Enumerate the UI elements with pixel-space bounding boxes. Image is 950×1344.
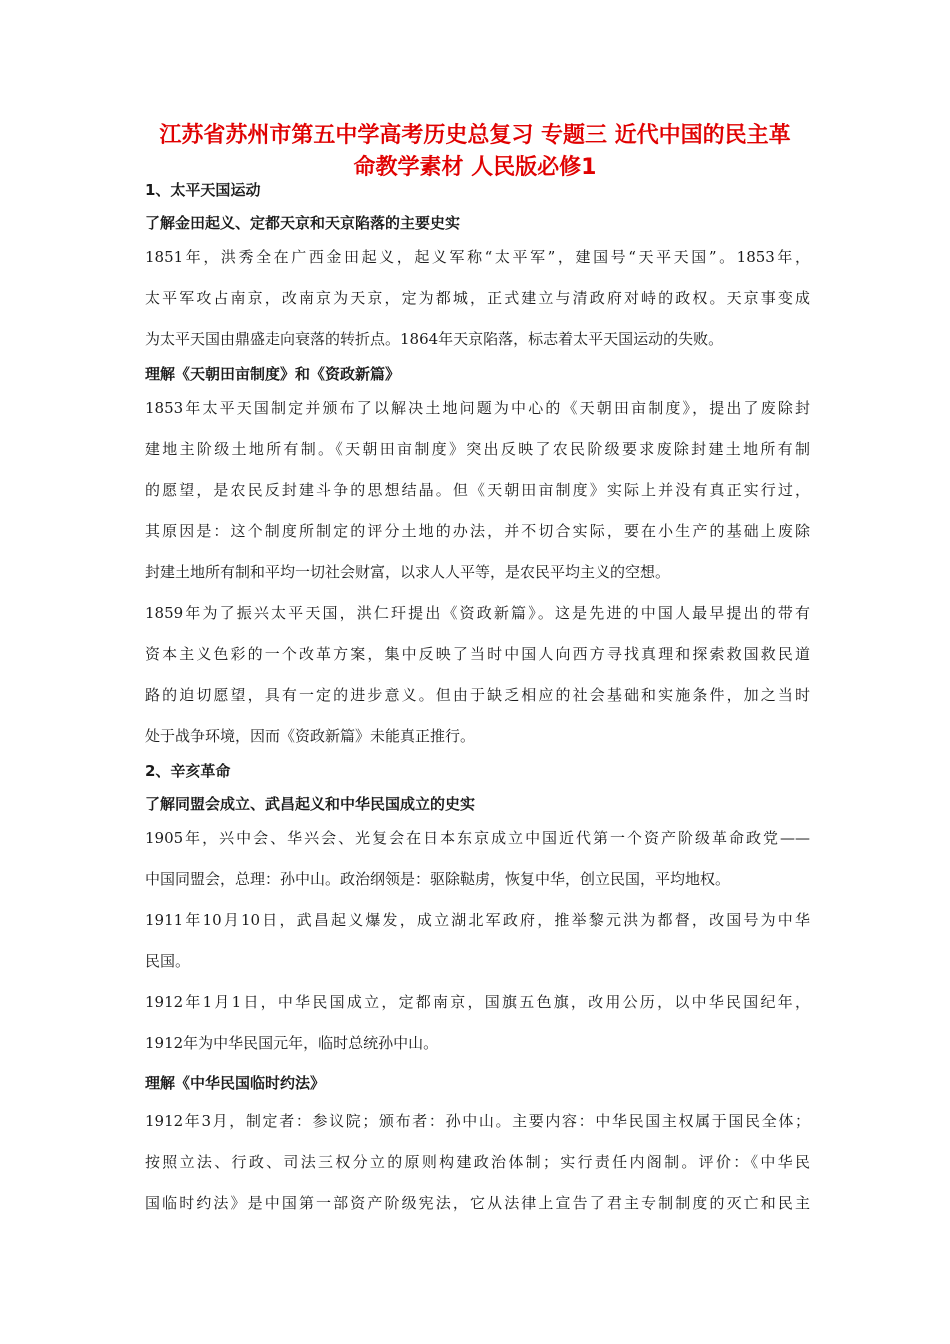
subheading-provisional-constitution: 理解《中华民国临时约法》 [145,1074,326,1092]
document-body [145,176,810,1224]
text-line: 按照立法、行政、司法三权分立的原则构建政治体制；实行责任内阁制。评价：《中华民 [145,1153,810,1171]
section-heading-xinhai: 2、辛亥革命 [145,762,231,780]
paragraph-tianchao-tianmu [145,388,810,593]
text-line: 资本主义色彩的一个改革方案，集中反映了当时中国人向西方寻找真理和探索救国救民道 [145,645,810,663]
subheading-tianchao-zizheng: 理解《天朝田亩制度》和《资政新篇》 [145,365,401,383]
text-line: 1912年1月1日，中华民国成立，定都南京，国旗五色旗，改用公历，以中华民国纪年， [145,993,810,1011]
text-line: 的愿望，是农民反封建斗争的思想结晶。但《天朝田亩制度》实际上并没有真正实行过， [145,481,810,499]
paragraph-taiping-history [145,237,810,360]
text-line: 民国。 [145,952,191,970]
text-line: 处于战争环境，因而《资政新篇》未能真正推行。 [145,727,476,745]
text-line: 国临时约法》是中国第一部资产阶级宪法，它从法律上宣告了君主专制制度的灭亡和民主 [145,1194,810,1212]
paragraph-tongmenghui [145,818,810,900]
paragraph-provisional-constitution [145,1101,810,1224]
text-line: 1853年太平天国制定并颁布了以解决土地问题为中心的《天朝田亩制度》，提出了废除封 [145,399,810,417]
text-line: 1911年10月10日，武昌起义爆发，成立湖北军政府，推举黎元洪为都督，改国号为中华 [145,911,810,929]
subheading-tongmenghui: 了解同盟会成立、武昌起义和中华民国成立的史实 [145,795,476,813]
text-line: 1912年3月，制定者：参议院；颁布者：孙中山。主要内容：中华民国主权属于国民全体； [145,1112,810,1130]
text-line: 太平军攻占南京，改南京为天京，定为都城，正式建立与清政府对峙的政权。天京事变成 [145,289,810,307]
paragraph-roc-founding [145,982,810,1064]
title-line-1: 江苏省苏州市第五中学高考历史总复习 专题三 近代中国的民主革 [159,123,791,148]
text-line: 1859年为了振兴太平天国，洪仁玕提出《资政新篇》。这是先进的中国人最早提出的带有 [145,604,810,622]
text-line: 中国同盟会，总理：孙中山。政治纲领是：驱除鞑虏，恢复中华，创立民国，平均地权。 [145,870,731,888]
text-line: 1912年为中华民国元年，临时总统孙中山。 [145,1034,439,1052]
paragraph-wuchang-uprising [145,900,810,982]
text-line: 1851年，洪秀全在广西金田起义，起义军称“太平军”，建国号“天平天国”。1853年， [145,248,810,266]
text-line: 封建土地所有制和平均一切社会财富，以求人人平等，是农民平均主义的空想。 [145,563,671,581]
text-line: 1905年，兴中会、华兴会、光复会在日本东京成立中国近代第一个资产阶级革命政党—— [145,829,810,847]
text-line: 其原因是：这个制度所制定的评分土地的办法，并不切合实际，要在小生产的基础上废除 [145,522,810,540]
section-heading-taiping: 1、太平天国运动 [145,181,261,199]
title-line-2: 命教学素材 人民版必修1 [353,155,597,180]
text-line: 路的迫切愿望，具有一定的进步意义。但由于缺乏相应的社会基础和实施条件，加之当时 [145,686,810,704]
paragraph-zizheng-xinpian [145,593,810,757]
document-title [120,120,830,184]
text-line: 为太平天国由鼎盛走向衰落的转折点。1864年天京陷落，标志着太平天国运动的失败。 [145,330,724,348]
text-line: 建地主阶级土地所有制。《天朝田亩制度》突出反映了农民阶级要求废除封建土地所有制 [145,440,810,458]
subheading-jintian: 了解金田起义、定都天京和天京陷落的主要史实 [145,214,461,232]
